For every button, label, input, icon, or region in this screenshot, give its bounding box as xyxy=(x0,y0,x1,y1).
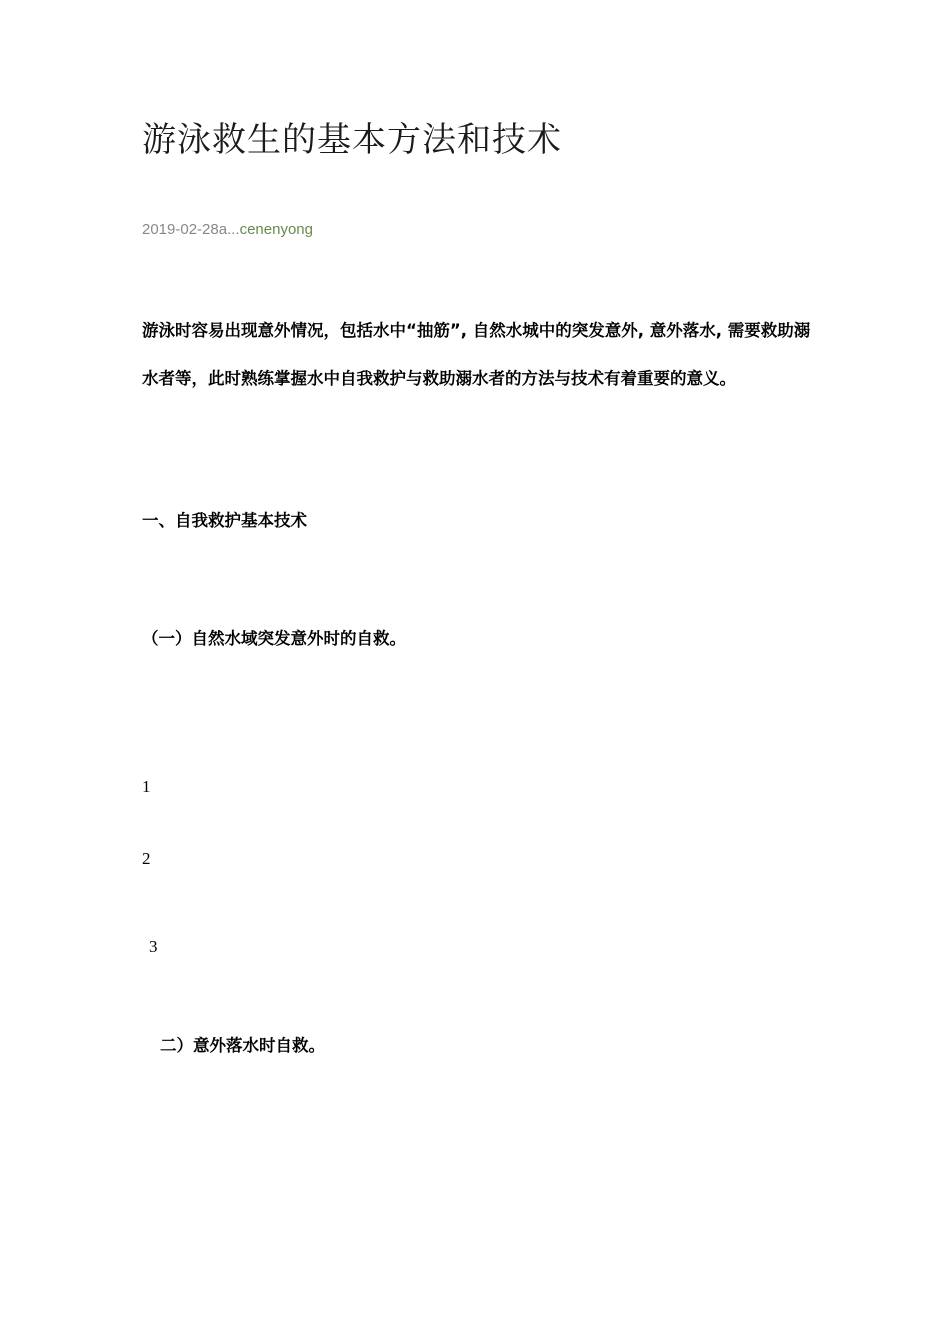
intro-paragraph xyxy=(142,307,912,403)
list-number-1: 1 xyxy=(142,777,151,796)
article-title: 游泳救生的基本方法和技术 xyxy=(142,120,562,160)
subsection-heading-1: （一）自然水域突发意外时的自救。 xyxy=(142,629,406,648)
author-link[interactable]: cenenyong xyxy=(239,221,313,238)
publish-date: 2019-02-28a... xyxy=(142,221,240,238)
list-number-2: 2 xyxy=(142,849,151,868)
intro-line: 游泳时容易出现意外情况，包括水中“抽筋”, 自然水城中的突发意外, 意外落水, 需要救助溺 xyxy=(142,321,811,340)
intro-line: 水者等，此时熟练掌握水中自我救护与救助溺水者的方法与技术有着重要的意义。 xyxy=(142,369,736,388)
section-heading: 一、自我救护基本技术 xyxy=(142,511,307,530)
article-meta xyxy=(142,219,313,241)
list-number-3: 3 xyxy=(149,937,158,956)
subsection-heading-2: 二）意外落水时自救。 xyxy=(160,1036,325,1055)
